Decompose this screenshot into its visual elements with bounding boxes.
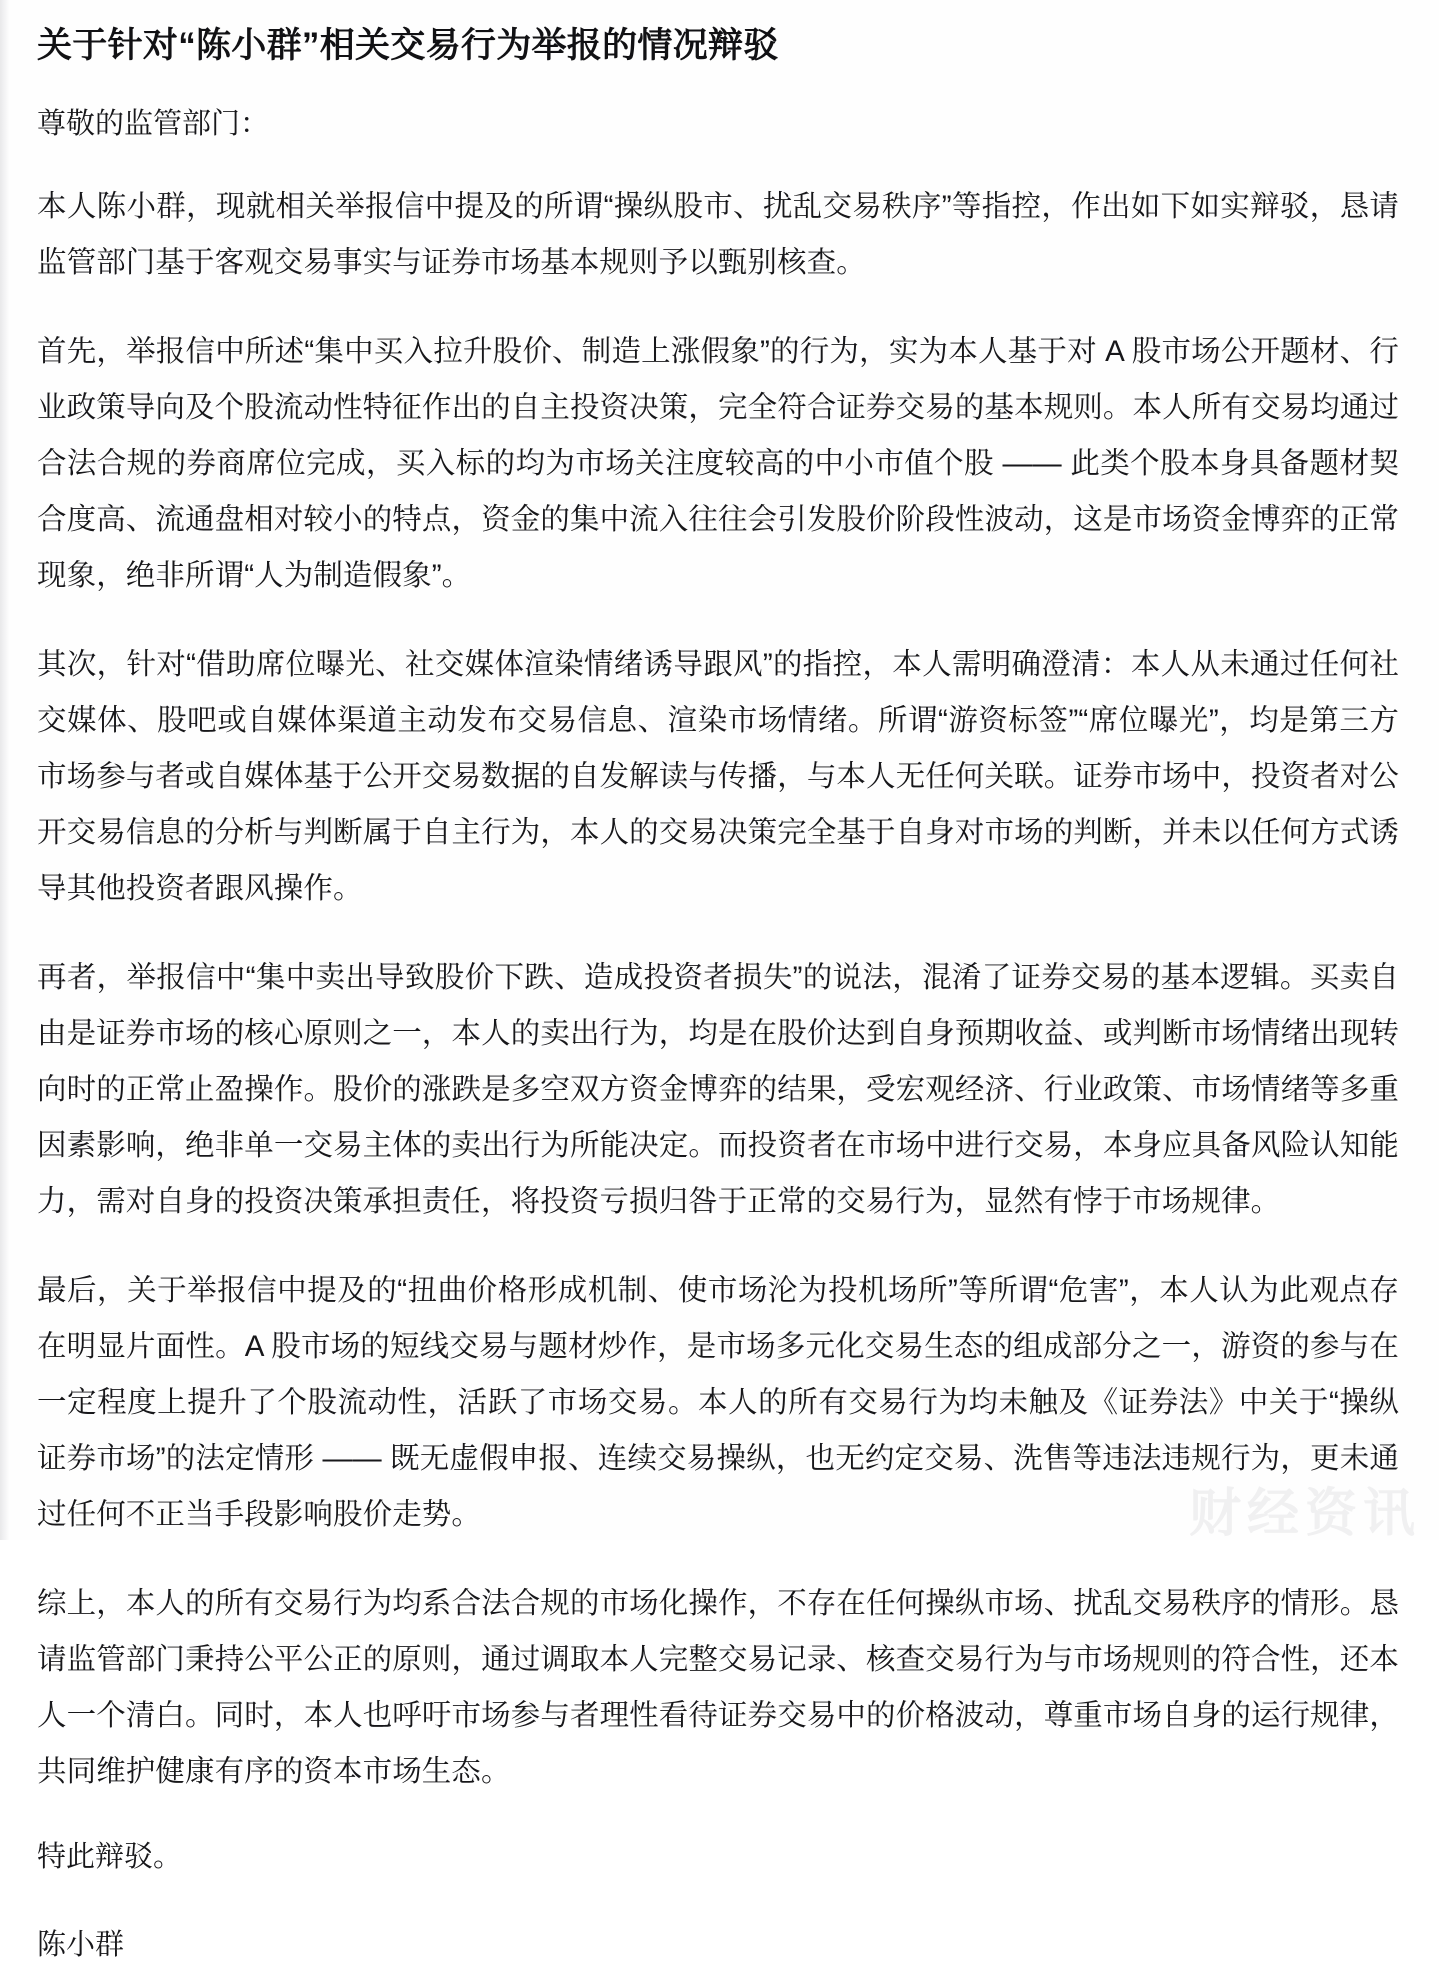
document-body — [37, 0, 1399, 1967]
page-title: 关于针对“陈小群”相关交易行为举报的情况辩驳 — [37, 26, 779, 65]
body-paragraph-3: 其次，针对“借助席位曝光、社交媒体渲染情绪诱导跟风”的指控，本人需明确澄清：本人从未通过任何社交媒体、股吧或自媒体渠道主动发布交易信息、渲染市场情绪。所谓“游资标签”“席位曝光”，均是第三方市场参与者或自媒体基于公开交易数据的自发解读与传播，与本人无任何关联。证券市场中，投资者对公开交易信息的分析与判断属于自主行为，本人的交易决策完全基于自身对市场的判断，并未以任何方式诱导其他投资者跟风操作。 — [37, 648, 1399, 906]
watermark-text: 财经资讯 — [1188, 1485, 1421, 1543]
page-left-edge-shading — [0, 0, 9, 1540]
signature-name: 陈小群 — [37, 1928, 125, 1961]
body-paragraph-1: 本人陈小群，现就相关举报信中提及的所谓“操纵股市、扰乱交易秩序”等指控，作出如下如实辩驳，恳请监管部门基于客观交易事实与证券市场基本规则予以甄别核查。 — [37, 190, 1399, 280]
closing-statement: 特此辩驳。 — [37, 1841, 183, 1874]
body-paragraph-2: 首先，举报信中所述“集中买入拉升股价、制造上涨假象”的行为，实为本人基于对 A 股市场公开题材、行业政策导向及个股流动性特征作出的自主投资决策，完全符合证券交易的基本规则。本人所有交易均通过合法合规的券商席位完成，买入标的均为市场关注度较高的中小市值个股 —— 此类个股本身具备题材契合度高、流通盘相对较小的特点，资金的集中流入往往会引发股价阶段性波动，这是市场资金博弈的正常现象，绝非所谓“人为制造假象”。 — [37, 335, 1399, 593]
body-paragraph-6: 综上，本人的所有交易行为均系合法合规的市场化操作，不存在任何操纵市场、扰乱交易秩序的情形。恳请监管部门秉持公平公正的原则，通过调取本人完整交易记录、核查交易行为与市场规则的符合性，还本人一个清白。同时，本人也呼吁市场参与者理性看待证券交易中的价格波动，尊重市场自身的运行规律，共同维护健康有序的资本市场生态。 — [37, 1587, 1399, 1789]
salutation: 尊敬的监管部门： — [37, 107, 270, 140]
body-paragraph-4: 再者，举报信中“集中卖出导致股价下跌、造成投资者损失”的说法，混淆了证券交易的基本逻辑。买卖自由是证券市场的核心原则之一，本人的卖出行为，均是在股价达到自身预期收益、或判断市场情绪出现转向时的正常止盈操作。股价的涨跌是多空双方资金博弈的结果，受宏观经济、行业政策、市场情绪等多重因素影响，绝非单一交易主体的卖出行为所能决定。而投资者在市场中进行交易，本身应具备风险认知能力，需对自身的投资决策承担责任，将投资亏损归咎于正常的交易行为，显然有悖于市场规律。 — [37, 961, 1399, 1219]
body-paragraph-5: 最后，关于举报信中提及的“扭曲价格形成机制、使市场沦为投机场所”等所谓“危害”，本人认为此观点存在明显片面性。A 股市场的短线交易与题材炒作，是市场多元化交易生态的组成部分之一，游资的参与在一定程度上提升了个股流动性，活跃了市场交易。本人的所有交易行为均未触及《证券法》中关于“操纵证券市场”的法定情形 —— 既无虚假申报、连续交易操纵，也无约定交易、洗售等违法违规行为，更未通过任何不正当手段影响股价走势。 — [37, 1274, 1399, 1532]
